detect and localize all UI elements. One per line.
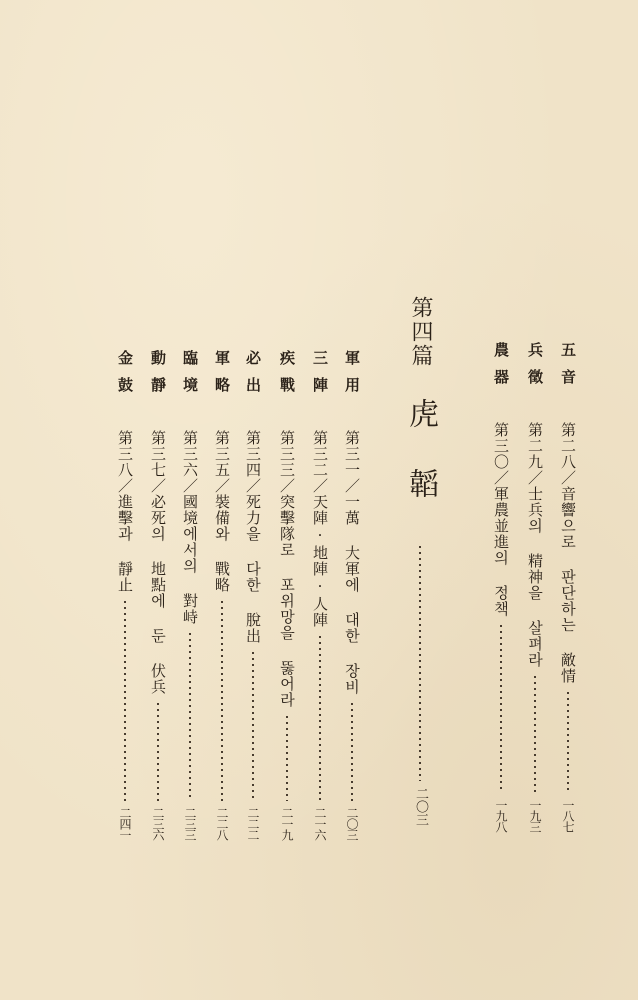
toc-entry-label: 軍用 — [343, 350, 361, 404]
toc-entry-page: 二四一 — [118, 807, 132, 840]
dot-leader — [558, 690, 578, 793]
toc-entry-label: 五音 — [559, 342, 577, 396]
toc-entry-label: 兵徵 — [526, 342, 544, 396]
toc-entry[interactable] — [148, 350, 168, 840]
toc-entry-title: 第三五／裝備와 戰略 — [213, 430, 231, 593]
section-heading[interactable] — [403, 296, 438, 826]
toc-entry-title: 第三八／進擊과 靜止 — [116, 430, 134, 593]
toc-entry-title: 第二八／音響으로 판단하는 敵情 — [559, 422, 577, 684]
toc-entry-label: 三陣 — [311, 350, 329, 404]
dot-leader — [342, 701, 362, 801]
toc-entry-title: 第二九／士兵의 精神을 살펴라 — [526, 422, 544, 668]
section-name: 虎韜 — [403, 398, 438, 538]
toc-entry-title: 第三七／必死의 地點에 둔 伏兵 — [149, 430, 167, 695]
toc-entry-label: 動靜 — [149, 350, 167, 404]
dot-leader — [148, 701, 168, 801]
toc-entry-page: 一八七 — [561, 799, 575, 832]
dot-leader — [405, 544, 435, 781]
dot-leader — [491, 623, 511, 793]
toc-entry[interactable] — [115, 350, 135, 840]
toc-entry[interactable] — [212, 350, 232, 840]
toc-entry-title: 第三一／一萬 大軍에 대한 장비 — [343, 430, 361, 695]
toc-entry[interactable] — [243, 350, 263, 840]
toc-entry[interactable] — [342, 350, 362, 840]
toc-entry[interactable] — [491, 342, 511, 832]
toc-entry-page: 二一九 — [280, 807, 294, 840]
toc-entry-title: 第三三／突擊隊로 포위망을 뚫어라 — [278, 430, 296, 708]
dot-leader — [310, 634, 330, 801]
toc-entry-label: 軍略 — [213, 350, 231, 404]
toc-entry-label: 必出 — [244, 350, 262, 404]
toc-entry-page: 二〇三 — [345, 807, 359, 840]
toc-entry[interactable] — [277, 350, 297, 840]
toc-entry-label: 疾戰 — [278, 350, 296, 404]
toc-entry-label: 臨境 — [181, 350, 199, 404]
toc-entry-page: 二三三 — [183, 807, 197, 840]
toc-entry[interactable] — [310, 350, 330, 840]
dot-leader — [212, 599, 232, 801]
toc-entry-page: 二三六 — [151, 807, 165, 840]
dot-leader — [277, 714, 297, 801]
toc-entry-title: 第三六／國境에서의 對峙 — [181, 430, 199, 625]
toc-entry-title: 第三四／死力을 다한 脫出 — [244, 430, 262, 644]
dot-leader — [115, 599, 135, 801]
section-page: 二〇三 — [413, 787, 428, 826]
dot-leader — [180, 631, 200, 801]
toc-entry[interactable] — [180, 350, 200, 840]
dot-leader — [243, 650, 263, 801]
toc-entry-page: 一九八 — [494, 799, 508, 832]
toc-entry-page: 二二八 — [215, 807, 229, 840]
toc-entry-page: 二二二 — [246, 807, 260, 840]
toc-entry-label: 金鼓 — [116, 350, 134, 404]
toc-entry[interactable] — [525, 342, 545, 832]
toc-entry-label: 農器 — [492, 342, 510, 396]
toc-entry-title: 第三二／天陣·地陣·人陣 — [311, 430, 329, 628]
section-part: 第四篇 — [408, 296, 433, 368]
toc-entry-page: 一九三 — [528, 799, 542, 832]
dot-leader — [525, 674, 545, 793]
toc-entry[interactable] — [558, 342, 578, 832]
toc-entry-page: 二一六 — [313, 807, 327, 840]
toc-entry-title: 第三〇／軍農並進의 정책 — [492, 422, 510, 617]
